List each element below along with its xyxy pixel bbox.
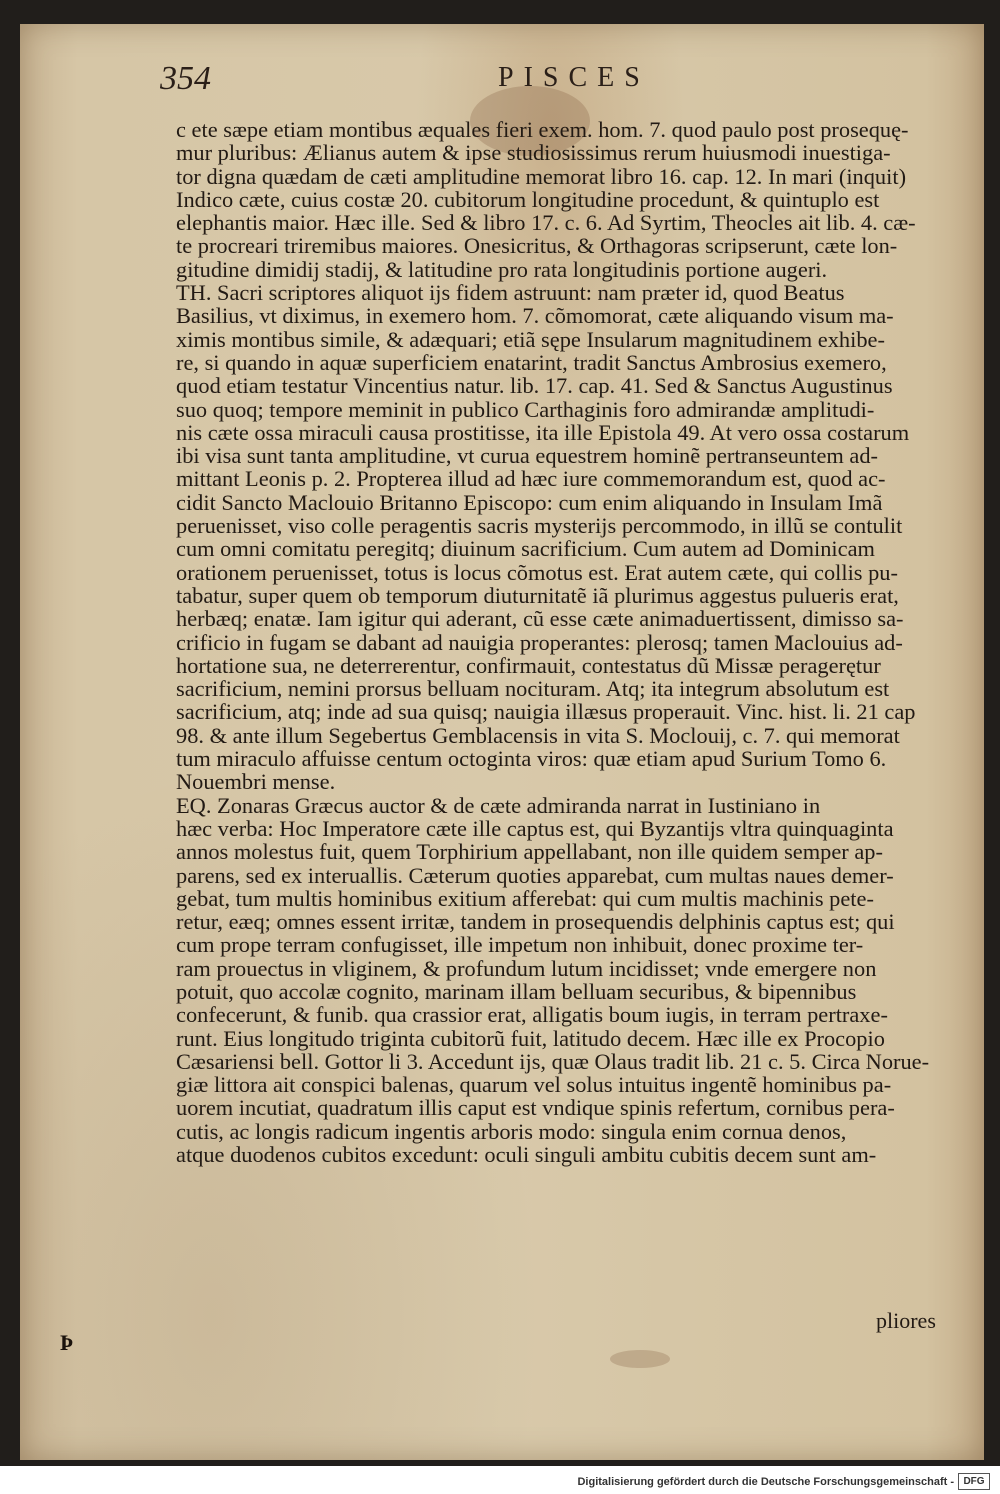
text-line: te procreari triremibus maiores. Onesicritus, & Orthagoras scripserunt, cæte lon-: [176, 233, 898, 259]
text-line: potuit, quo accolæ cognito, marinam illam belluam securibus, & bipennibus: [176, 978, 857, 1004]
text-line: crificio in fugam se dabant ad nauigia properantes: plerosq; tamen Maclouius ad-: [176, 629, 903, 655]
text-line: cidit Sancto Maclouio Britanno Episcopo: cum enim aliquando in Insulam Imã: [176, 489, 883, 515]
text-line: sacrificium, nemini prorsus belluam nocituram. Atq; ita integrum absolutum est: [176, 676, 890, 702]
body-text: [176, 118, 956, 1166]
text-line: uorem incutiat, quadratum illis caput est vndique spinis refertum, cornibus pera-: [176, 1095, 895, 1121]
text-line: tabatur, super quem ob temporum diuturnitatẽ iã plurimus aggestus pulueris erat,: [176, 582, 899, 608]
text-line: herbæq; enatæ. Iam igitur qui aderant, cũ esse cæte animaduertissent, dimisso sa-: [176, 606, 904, 632]
text-line: gebat, tum multis hominibus exitium afferebat: qui cum multis machinis pete-: [176, 885, 874, 911]
text-line: hortatione sua, ne deterrerentur, confirmauit, contestatus dũ Missæ peragerętur: [176, 652, 881, 678]
ink-stain: [610, 1350, 670, 1368]
text-line: ibi visa sunt tanta amplitudine, vt curua equestrem hominẽ pertranseuntem ad-: [176, 443, 878, 469]
text-line: Cæsariensi bell. Gottor li 3. Accedunt ijs, quæ Olaus tradit lib. 21 c. 5. Circa Norue-: [176, 1048, 930, 1074]
catchword: pliores: [876, 1308, 936, 1333]
text-line: Indico cæte, cuius costæ 20. cubitorum longitudine procedunt, & quintuplo est: [176, 186, 880, 212]
running-head: PISCES: [498, 62, 650, 93]
text-line: giæ littora ait conspici balenas, quarum vel solus intuitus ingentẽ hominibus pa-: [176, 1072, 892, 1098]
text-line: hæc verba: Hoc Imperatore cæte ille captus est, qui Byzantijs vltra quinquaginta: [176, 815, 894, 841]
text-line: quod etiam testatur Vincentius natur. lib. 17. cap. 41. Sed & Sanctus Augustinus: [176, 373, 893, 399]
text-line: c ete sæpe etiam montibus æquales fieri exem. hom. 7. quod paulo post prosequę-: [176, 117, 909, 142]
text-line: tor digna quædam de cæti amplitudine memorat libro 16. cap. 12. In mari (inquit): [176, 163, 907, 189]
margin-mark: Þ: [60, 1330, 74, 1355]
text-line: TH. Sacri scriptores aliquot ijs fidem astruunt: nam præter id, quod Beatus: [176, 280, 845, 306]
text-line: runt. Eius longitudo triginta cubitorũ fuit, latitudo decem. Hæc ille ex Procopio: [176, 1025, 885, 1051]
text-line: gitudine dimidij stadij, & latitudine pro rata longitudinis portione augeri.: [176, 256, 828, 282]
text-line: EQ. Zonaras Græcus auctor & de cæte admiranda narrat in Iustiniano in: [176, 792, 821, 818]
text-line: ximis montibus simile, & adæquari; etiã sępe Insularum magnitudinem exhibe-: [176, 326, 885, 352]
text-line: retur, eæq; omnes essent irritæ, tandem in prosequendis delphinis captus est; qui: [176, 909, 895, 935]
text-line: ram prouectus in vliginem, & profundum lutum incidisset; vnde emergere non: [176, 955, 877, 981]
text-line: nis cæte ossa miraculi causa prostitisse, ita ille Epistola 49. At vero ossa costarum: [176, 419, 910, 445]
text-line: confecerunt, & funib. qua crassior erat, alligatis boum iugis, in terram pertraxe-: [176, 1002, 888, 1028]
text-line: tum miraculo affuisse centum octoginta viros: quæ etiam apud Surium Tomo 6.: [176, 746, 887, 772]
text-line: mittant Leonis p. 2. Propterea illud ad hæc iure commemorandum est, quod ac-: [176, 466, 886, 492]
page-number: 354: [160, 60, 211, 97]
text-line: sacrificium, atq; inde ad sua quisq; nauigia illæsus properauit. Vinc. hist. li. 21 cap: [176, 699, 916, 725]
text-line: suo quoq; tempore meminit in publico Carthaginis foro admirandæ amplitudi-: [176, 396, 875, 422]
text-line: re, si quando in aquæ superficiem enatarint, tradit Sanctus Ambrosius exemero,: [176, 349, 887, 375]
text-line: cum omni comitatu peregitq; diuinum sacrificium. Cum autem ad Dominicam: [176, 536, 875, 562]
text-line: Basilius, vt diximus, in exemero hom. 7. cõmomorat, cæte aliquando visum ma-: [176, 303, 894, 329]
text-line: elephantis maior. Hæc ille. Sed & libro 17. c. 6. Ad Syrtim, Theocles ait lib. 4. cæ-: [176, 210, 916, 236]
text-line: orationem peruenisset, totus is locus cõmotus est. Erat autem cæte, qui collis pu-: [176, 559, 898, 585]
text-line: Nouembri mense.: [176, 769, 336, 795]
text-line: cutis, ac longis radicum ingentis arboris modo: singula enim cornua denos,: [176, 1118, 847, 1144]
text-line: 98. & ante illum Segebertus Gemblacensis in vita S. Moclouij, c. 7. qui memorat: [176, 722, 900, 748]
text-line: mur pluribus: Ælianus autem & ipse studiosissimus rerum huiusmodi inuestiga-: [176, 140, 891, 166]
text-line: parens, sed ex interuallis. Cæterum quoties apparebat, cum multas naues demer-: [176, 862, 894, 888]
text-line: peruenisset, viso colle peragentis sacris mysterijs percommodo, in illũ se contulit: [176, 513, 903, 539]
text-line: cum prope terram confugisset, ille impetum non inhibuit, donec proxime ter-: [176, 932, 864, 958]
text-line: annos molestus fuit, quem Torphirium appellabant, non ille quidem semper ap-: [176, 839, 883, 865]
text-line: atque duodenos cubitos excedunt: oculi singuli ambitu cubitis decem sunt am-: [176, 1142, 877, 1168]
dfg-logo: DFG: [958, 1473, 990, 1490]
footer-text: Digitalisierung gefördert durch die Deutsche Forschungsgemeinschaft -: [577, 1476, 954, 1488]
